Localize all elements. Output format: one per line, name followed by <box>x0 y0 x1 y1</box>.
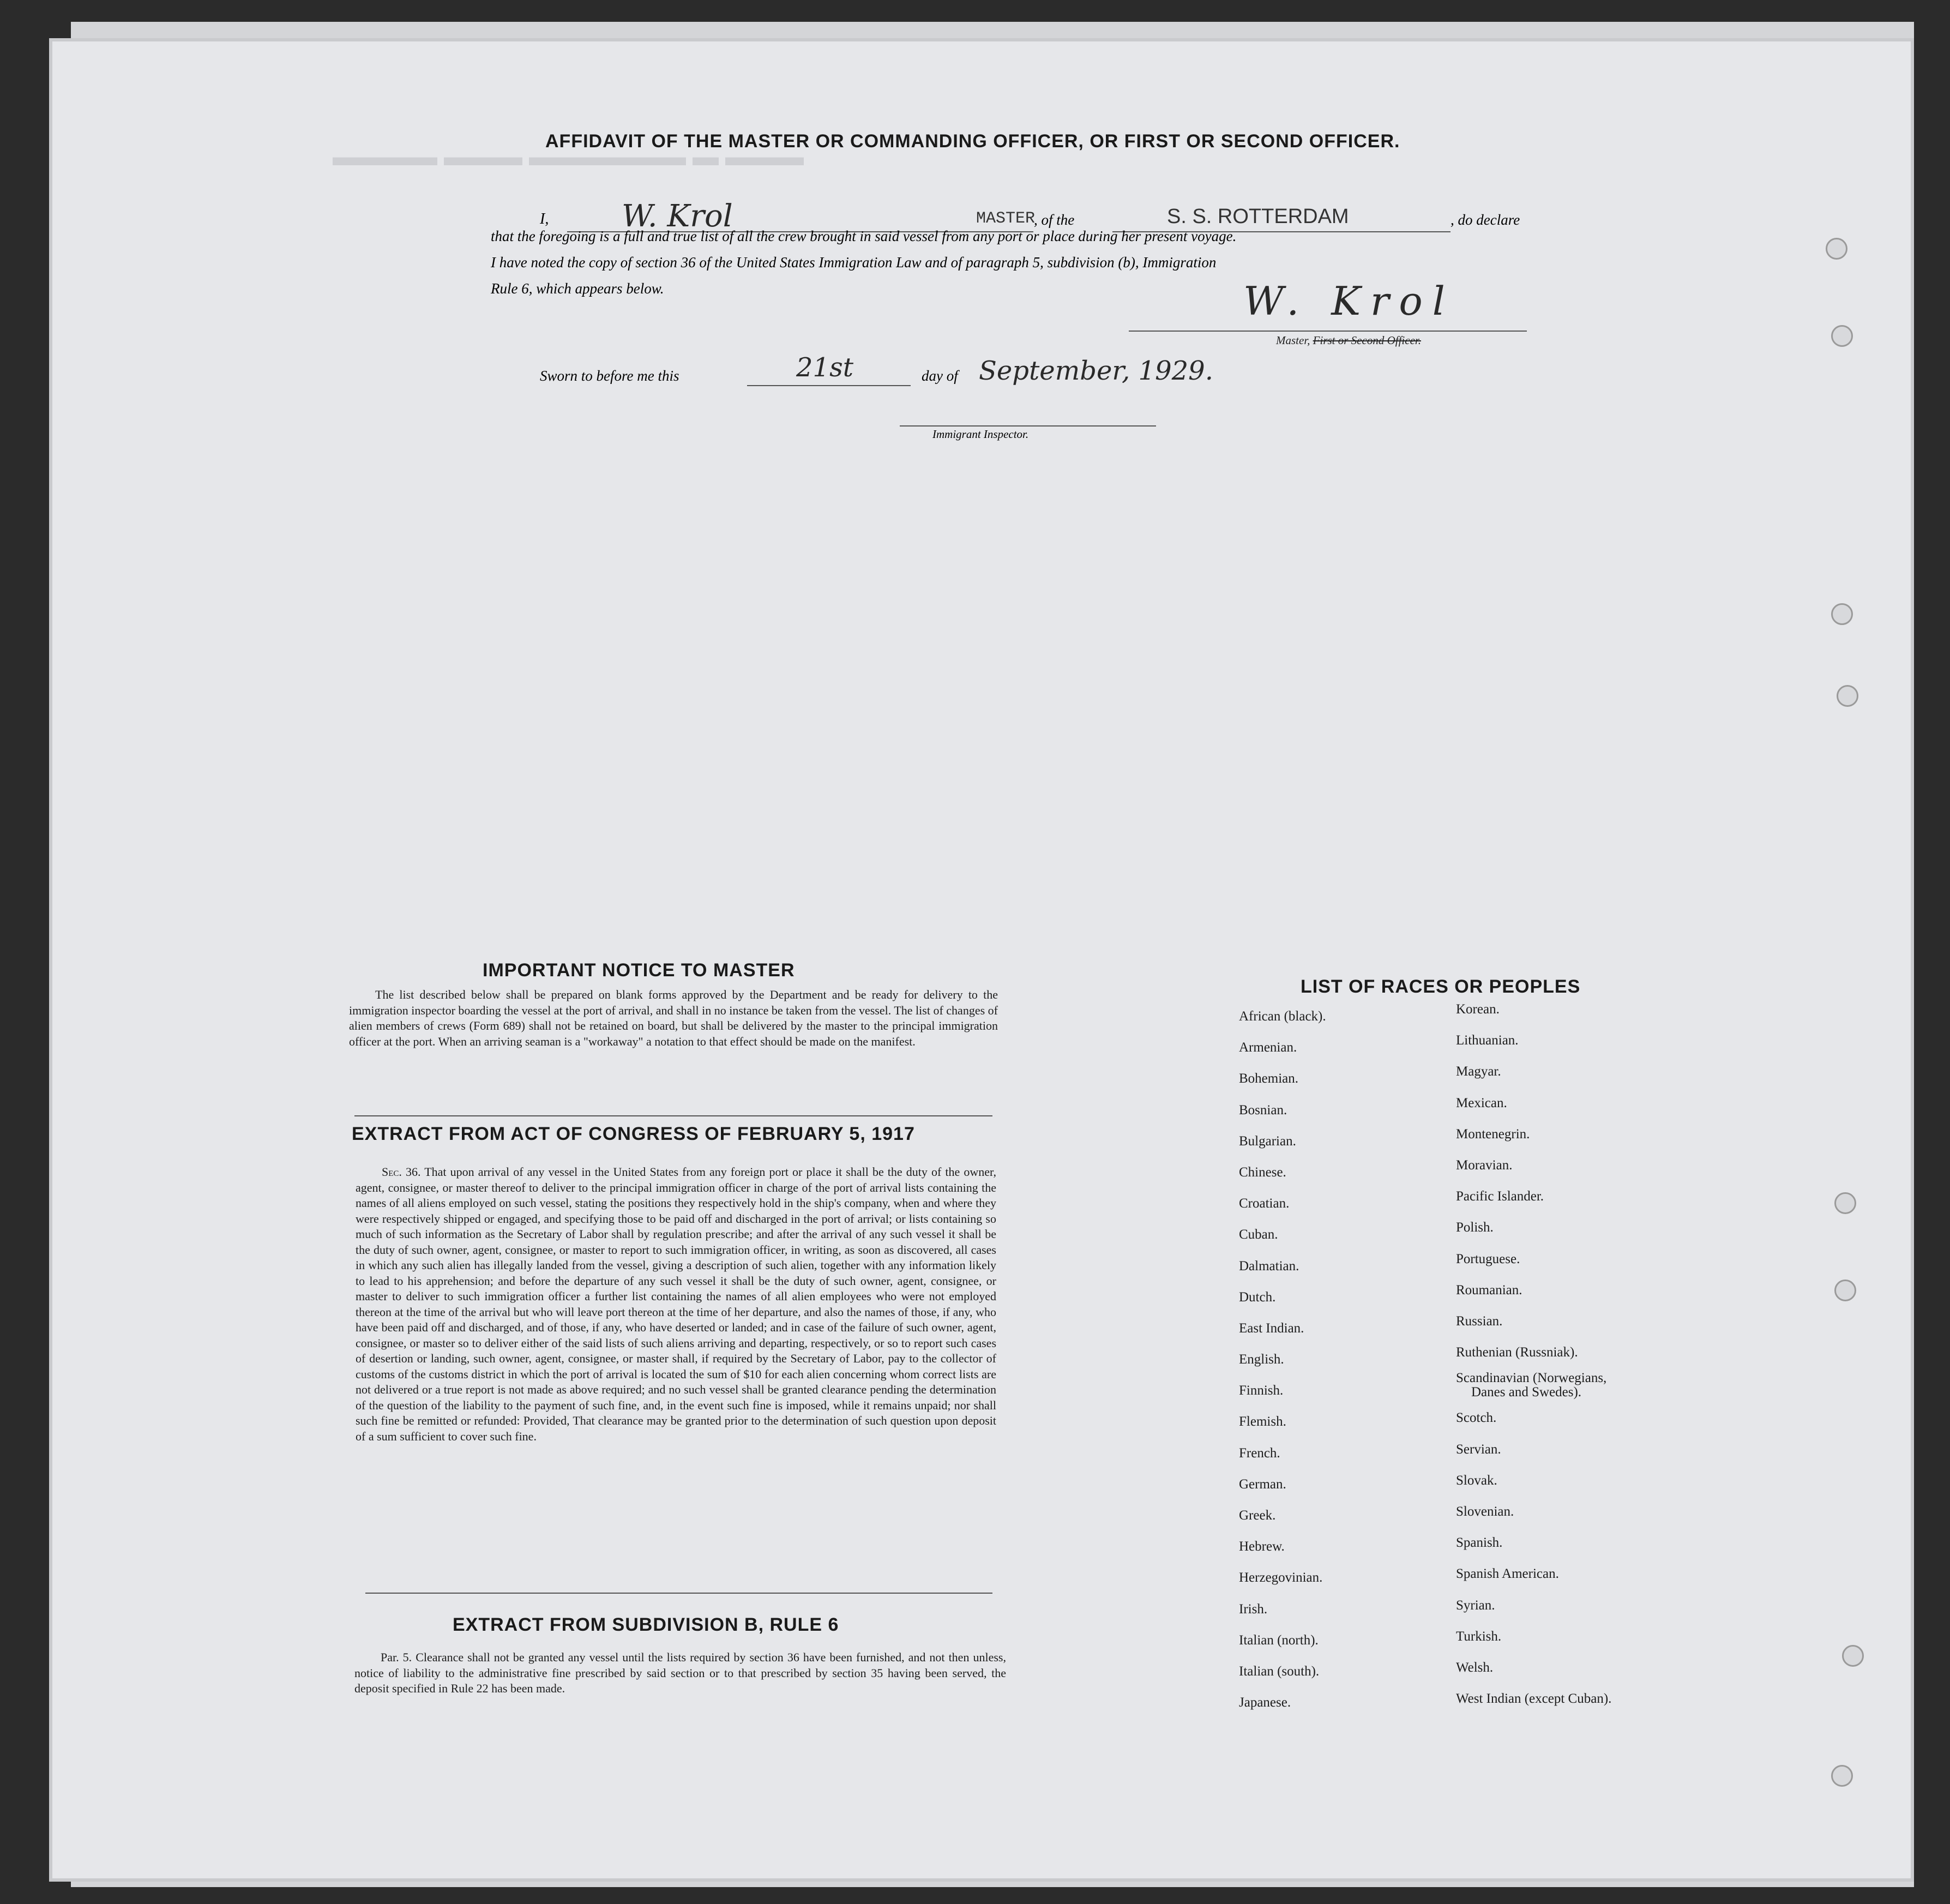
race-item: East Indian. <box>1239 1320 1304 1336</box>
punch-hole <box>1831 603 1853 625</box>
race-item: Korean. <box>1456 1002 1500 1017</box>
race-item: Syrian. <box>1456 1597 1495 1613</box>
race-item: Irish. <box>1239 1601 1268 1617</box>
master-signature: W. Krol <box>1243 278 1455 324</box>
race-item: French. <box>1239 1445 1280 1461</box>
race-item: Roumanian. <box>1456 1282 1522 1298</box>
race-item: Dalmatian. <box>1239 1258 1299 1274</box>
do-declare-label: , do declare <box>1451 212 1520 228</box>
race-item: Spanish American. <box>1456 1566 1559 1582</box>
race-item: Italian (south). <box>1239 1663 1320 1679</box>
extract-rule-title: EXTRACT FROM SUBDIVISION B, RULE 6 <box>453 1614 839 1635</box>
race-item: Montenegrin. <box>1456 1126 1530 1142</box>
punch-hole <box>1842 1645 1864 1667</box>
punch-hole <box>1826 238 1847 260</box>
punch-hole <box>1837 685 1858 707</box>
race-item: Slovenian. <box>1456 1504 1514 1519</box>
race-item: Hebrew. <box>1239 1539 1285 1554</box>
punch-hole <box>1834 1192 1856 1214</box>
race-item: Russian. <box>1456 1313 1503 1329</box>
affidavit-body-line-3: Rule 6, which appears below. <box>491 280 664 297</box>
race-item: Greek. <box>1239 1508 1276 1523</box>
notice-divider <box>354 1115 992 1116</box>
race-item: Cuban. <box>1239 1227 1278 1242</box>
race-item: Italian (north). <box>1239 1632 1319 1648</box>
manifest-sheet <box>49 38 1914 1882</box>
extract-act-title: EXTRACT FROM ACT OF CONGRESS OF FEBRUARY 5, 1917 <box>352 1124 915 1144</box>
punch-hole <box>1834 1280 1856 1301</box>
of-the-label: , of the <box>1034 212 1075 228</box>
sworn-month-year-handwritten: September, 1929. <box>979 356 1213 386</box>
race-item: Bohemian. <box>1239 1071 1299 1086</box>
notice-text: The list described below shall be prepared on blank forms approved by the Department and be ready for delivery to the immigration inspector boarding the vessel at the port of arrival, and shall in no instance be taken from the vessel. The list of changes of alien members of crews (Form 689) shall not be retained on board, but shall be delivered by the master to the principal immigration officer at the port. When an arriving seaman is a "workaway" a notation to that effect should be made on the manifest. <box>349 988 998 1048</box>
master-name-handwritten: W. Krol <box>622 199 733 234</box>
affidavit-body-line-1: that the foregoing is a full and true list of all the crew brought in said vessel from any port or place during her present voyage. <box>491 228 1237 244</box>
race-item: English. <box>1239 1352 1284 1367</box>
race-item: Welsh. <box>1456 1660 1494 1675</box>
section-label: Sec. 36. <box>382 1165 421 1179</box>
race-item: West Indian (except Cuban). <box>1456 1691 1612 1707</box>
affidavit-title: AFFIDAVIT OF THE MASTER OR COMMANDING OFFICER, OR FIRST OR SECOND OFFICER. <box>545 131 1400 152</box>
race-item: Bosnian. <box>1239 1102 1287 1118</box>
vessel-typed: S. S. ROTTERDAM <box>1167 205 1349 228</box>
race-item: Japanese. <box>1239 1695 1291 1710</box>
race-item-continuation: Danes and Swedes). <box>1471 1385 1582 1400</box>
sworn-label: Sworn to before me this <box>540 368 679 384</box>
race-item-text: Scandinavian (Norwegians, <box>1456 1371 1607 1386</box>
race-item: Finnish. <box>1239 1383 1284 1398</box>
signature-line <box>1129 331 1527 332</box>
section-text: That upon arrival of any vessel in the United States from any foreign port or place it shall be the duty of the owner, agent, consignee, or master thereof to deliver to the principal immigration officer in charge of the port of arrival lists containing the names of all aliens employed on such vessel, stating the positions they respectively hold in the ship's company, when and where they were respectively shipped or engaged, and specifying those to be paid off and discharged in the port of arrival; or lists containing so much of such information as the Secretary of Labor shall by regulation prescribe; and after the arrival of any such vessel it shall be the duty of such owner, agent, consignee, or master to report to such immigration officer, in writing, as soon as discovered, all cases in which any such alien has illegally landed from the vessel, giving a description of such alien, together with any information likely to lead to his apprehension; and before the departure of any such vessel it shall be the duty of such owner, agent, consignee, or master to deliver to such immigration officer a further list containing the names of all alien employees who were not employed thereon at the time of the arrival but who will leave port thereon at the time of her departure, and also the names of those, if any, who have been paid off and discharged, and of those, if any, who have deserted or landed; and in case of the failure of such owner, agent, consignee, or master so to deliver either of the said lists of such aliens arriving and departing, respectively, or so to report such cases of desertion or landing, such owner, agent, consignee, or master shall, if required by the Secretary of Labor, pay to the collector of customs of the customs district in which the port of arrival is located the sum of $10 for each alien concerning whom correct lists are not delivered or a true report is not made as above required; and no such vessel shall be granted clearance pending the determination of the question of the liability to the payment of such fine, and, in the event such fine is imposed, while it remains unpaid; nor shall such fine be remitted or refunded: Provided, That clearance may be granted prior to the determination of such question upon deposit of a sum sufficient to cover such fine. <box>356 1165 996 1443</box>
race-item: Magyar. <box>1456 1064 1501 1079</box>
race-item: Mexican. <box>1456 1095 1507 1110</box>
notice-title: IMPORTANT NOTICE TO MASTER <box>483 960 795 981</box>
affidavit-body-line-2: I have noted the copy of section 36 of the United States Immigration Law and of paragraph 5, subdivision (b), Immigration <box>491 254 1217 271</box>
day-of-label: day of <box>922 368 958 384</box>
signature-caption-master: Master, <box>1276 334 1310 347</box>
sworn-day-handwritten: 21st <box>796 352 853 383</box>
day-line <box>747 385 911 386</box>
race-item: Dutch. <box>1239 1289 1276 1305</box>
race-item: Chinese. <box>1239 1164 1286 1180</box>
i-label: I, <box>540 211 549 227</box>
race-item: Portuguese. <box>1456 1251 1520 1266</box>
race-item: Polish. <box>1456 1220 1494 1235</box>
race-item: African (black). <box>1239 1009 1326 1024</box>
signature-caption-struck: First or Second Officer. <box>1313 334 1421 347</box>
race-item: Herzegovinian. <box>1239 1570 1323 1585</box>
race-item: Flemish. <box>1239 1414 1286 1429</box>
races-title: LIST OF RACES OR PEOPLES <box>1301 976 1581 997</box>
extract-rule-text: Par. 5. Clearance shall not be granted any vessel until the lists required by section 36 have been furnished, and not then unless, notice of liability to the administrative fine prescribed by said section or to that prescribed by section 35 having been served, the deposit specified in Rule 22 has been made. <box>354 1650 1006 1695</box>
inspector-signature-line <box>900 425 1156 427</box>
race-item: Bulgarian. <box>1239 1133 1296 1149</box>
race-item: Servian. <box>1456 1441 1501 1457</box>
extract-act-text <box>356 1164 996 1444</box>
race-item: Croatian. <box>1239 1196 1290 1211</box>
punch-hole <box>1831 325 1853 347</box>
rank-typed: MASTER <box>976 209 1036 228</box>
bleed-through-text: ▬▬▬ ▬ ▬▬▬▬▬▬ ▬▬▬ ▬▬▬▬ <box>333 142 804 171</box>
punch-hole <box>1831 1765 1853 1787</box>
race-item: Lithuanian. <box>1456 1033 1519 1048</box>
race-item: Pacific Islander. <box>1456 1189 1544 1204</box>
sworn-line <box>540 344 1303 393</box>
race-item: German. <box>1239 1476 1286 1492</box>
race-item: Armenian. <box>1239 1040 1297 1055</box>
race-item: Scotch. <box>1456 1410 1497 1426</box>
race-item: Turkish. <box>1456 1629 1502 1644</box>
extract-divider <box>365 1593 992 1594</box>
race-item: Moravian. <box>1456 1157 1513 1173</box>
races-right-column <box>1456 994 1611 1714</box>
race-item <box>1456 1368 1611 1402</box>
races-left-column <box>1239 1001 1326 1718</box>
race-item: Spanish. <box>1456 1535 1503 1551</box>
race-item: Ruthenian (Russniak). <box>1456 1345 1578 1360</box>
race-item: Slovak. <box>1456 1473 1497 1488</box>
inspector-caption: Immigrant Inspector. <box>932 428 1029 441</box>
